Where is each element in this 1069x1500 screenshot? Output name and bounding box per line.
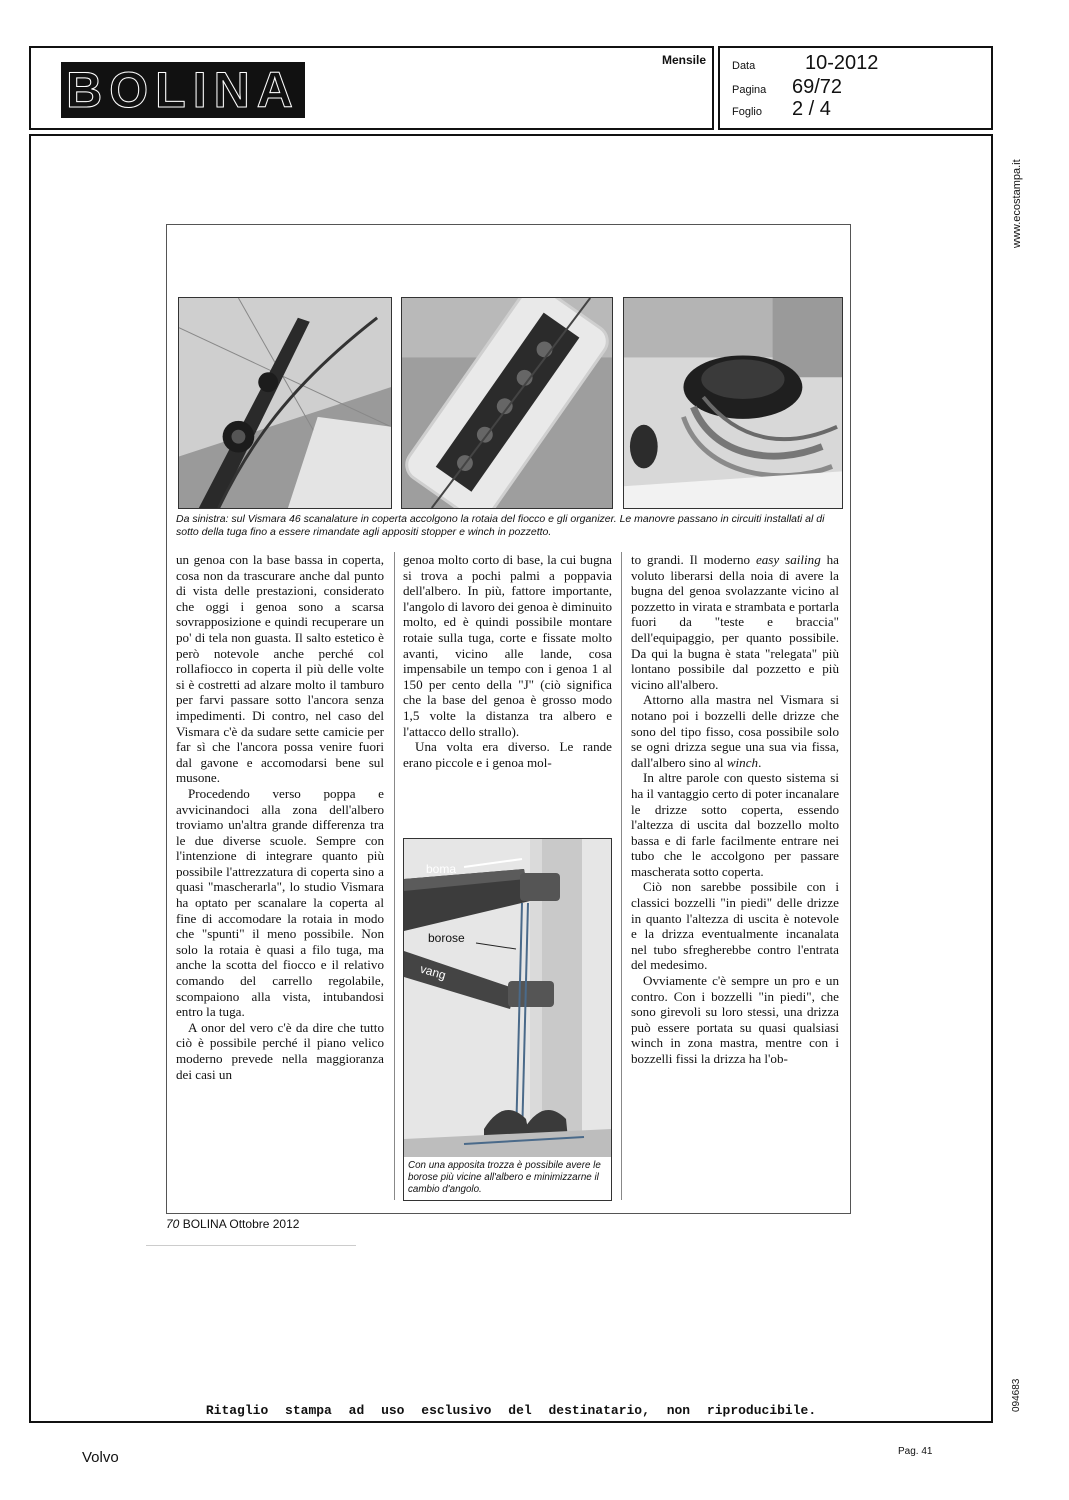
column-rule-2 <box>621 552 622 1200</box>
col1-paragraph-1: un genoa con la base bassa in coperta, cosa non da trascurare anche dal punto di vista delle prestazioni, considerato che oggi i genoa sono a scarsa sovrapposizione e quindi recuperare un po' di tela non guasta. Il salto estetico è però notevole anche perché col rollafiocco in coperta il più delle volte si è costretti ad alzare molto il tamburo per farvi passare sotto l'ancora senza impedimenti. Di contro, nel caso del Vismara c'è da sudare sette camicie per far sì che l'ancora possa venire fuori dal gavone e accomodarsi bene sul musone. <box>176 552 384 786</box>
pagina-value: 69/72 <box>792 76 843 98</box>
col3-p2-em: winch <box>726 754 759 770</box>
diagram-caption: Con una apposita trozza è possibile avere le borose più vicine all'albero e minimizzarne il cambio d'angolo. <box>408 1160 601 1195</box>
col1-paragraph-2: Procedendo verso poppa e avvicinandoci alla zona dell'albero troviamo un'altra grande differenza tra le due diverse scuole. Sempre con l'intenzione di integrare quanto più possibile l'attrezzatura di coperta sino a quasi "mascherarla", lo studio Vismara ha optato per scanalare la coperta al fine di accomodare la rotaia in modo che "spunti" il meno possibile. Non solo la rotaia è quasi a filo tuga, ma anche la scotta del fiocco e il relativo comando del carrello regolabile, scompaiono alla vista, intubandosi entro la tuga. <box>176 785 384 1020</box>
copyright-notice: Ritaglio stampa ad uso esclusivo del destinatario, non riproducibile. <box>205 1403 817 1418</box>
footer-page: Pag. 41 <box>898 1446 933 1457</box>
col3-p2-b: . <box>758 754 762 770</box>
folio-rule <box>146 1245 356 1246</box>
folio-page-number: 70 <box>166 1217 180 1231</box>
col3-paragraph-1 <box>631 552 839 692</box>
label-vang: vang <box>418 961 448 983</box>
col2-paragraph-1: genoa molto corto di base, la cui bugna si trova a pochi palmi a poppavia dell'albero. In più, fattore importante, l'angolo di lavoro dei genoa è diminuito molto, ed è quindi possibile montare rotaie sulla tuga, corte e fissate molto avanti, vicino alle lande, cosa impensabile un tempo con i genoa 1 al 150 per cento della "J" (ciò significa che la base del genoa è grosso modo 1,5 volte la distanza tra albero e l'attacco dello strallo). <box>403 552 612 739</box>
foglio-label: Foglio <box>732 106 762 118</box>
meta-row-foglio <box>732 98 831 121</box>
col3-p1-a: to grandi. Il moderno <box>631 552 756 567</box>
frequency-label: Mensile <box>661 53 706 67</box>
meta-row-pagina <box>732 76 842 99</box>
footer-client: Volvo <box>82 1449 119 1466</box>
text-column-1 <box>176 552 384 1082</box>
data-value: 10-2012 <box>805 52 879 74</box>
trozza-diagram <box>403 838 612 1201</box>
photos-caption: Da sinistra: sul Vismara 46 scanalature in coperta accolgono la rotaia del fiocco e gli organizer. Le manovre passano in circuiti installati al di sotto della tuga fino a essere rimandate agli appositi stopper e winch in pozzetto. <box>176 513 825 538</box>
text-column-3 <box>631 552 839 1067</box>
side-url: www.ecostampa.it <box>1011 159 1023 248</box>
diagram-illustration <box>404 839 611 1157</box>
folio <box>166 1217 299 1231</box>
header-meta-box <box>718 46 993 130</box>
photo-winch <box>623 297 843 509</box>
label-boma: boma <box>426 862 457 876</box>
col3-p1-em: easy sailing <box>755 552 821 567</box>
pagina-label: Pagina <box>732 84 767 96</box>
col3-p2-a: Attorno alla mastra nel Vismara si notano poi i bozzelli delle drizze che sono del tipo fisso, cosa possibile solo se ogni drizza segue una sua via fissa, dall'albero sino al <box>631 692 839 770</box>
meta-row-data <box>732 52 878 75</box>
header-left-box <box>29 46 714 130</box>
label-borose: borose <box>428 931 465 945</box>
data-label: Data <box>732 60 756 72</box>
masthead-logo: BOLINA <box>61 62 305 118</box>
column-rule-1 <box>394 552 395 1200</box>
col3-paragraph-3: In altre parole con questo sistema si ha il vantaggio certo di poter incanalare le drizze sotto coperta, essendo l'altezza di uscita dal bozzello molto bassa e di farle facilmente entrare nei tubo che le accolgono per passare mascherata sotto coperta. <box>631 770 839 879</box>
text-column-2 <box>403 552 612 770</box>
foglio-value: 2 / 4 <box>792 98 831 120</box>
col1-paragraph-3: A onor del vero c'è da dire che tutto ciò è possibile perché il piano velico moderno prevede nella maggioranza dei casi un <box>176 1019 384 1082</box>
side-code: 094683 <box>1011 1378 1022 1412</box>
photo-organizer <box>401 297 613 509</box>
photo-deck-rail <box>178 297 392 509</box>
col2-paragraph-2: Una volta era diverso. Le rande erano piccole e i genoa mol- <box>403 739 612 770</box>
folio-text: BOLINA Ottobre 2012 <box>182 1217 300 1231</box>
col3-paragraph-4: Ciò non sarebbe possibile con i classici bozzelli "in piedi" delle drizze in quanto l'altezza di uscita è notevole e la drizza eventualmente incanalata nel tubo sfregherebbe contro l'entrata del medesimo. <box>631 879 839 973</box>
col3-p1-b: ha voluto liberarsi della noia di avere la bugna del genoa svolazzante vicino al pozzetto in virata e strambata e portarla fuori da "teste e braccia" dell'equipaggio, per quanto possibile. Da qui la bugna è stata "relegata" più lontano possibile dal pozzetto e più vicino all'albero. <box>631 552 839 692</box>
col3-paragraph-5: Ovviamente c'è sempre un pro e un contro. Con i bozzelli "in piedi", che sono girevoli su loro stessi, una drizza può essere portata su quasi qualsiasi winch in zona mastra, mentre con i bozzelli fissi la drizza ha l'ob- <box>631 973 839 1066</box>
col3-paragraph-2 <box>631 692 839 770</box>
